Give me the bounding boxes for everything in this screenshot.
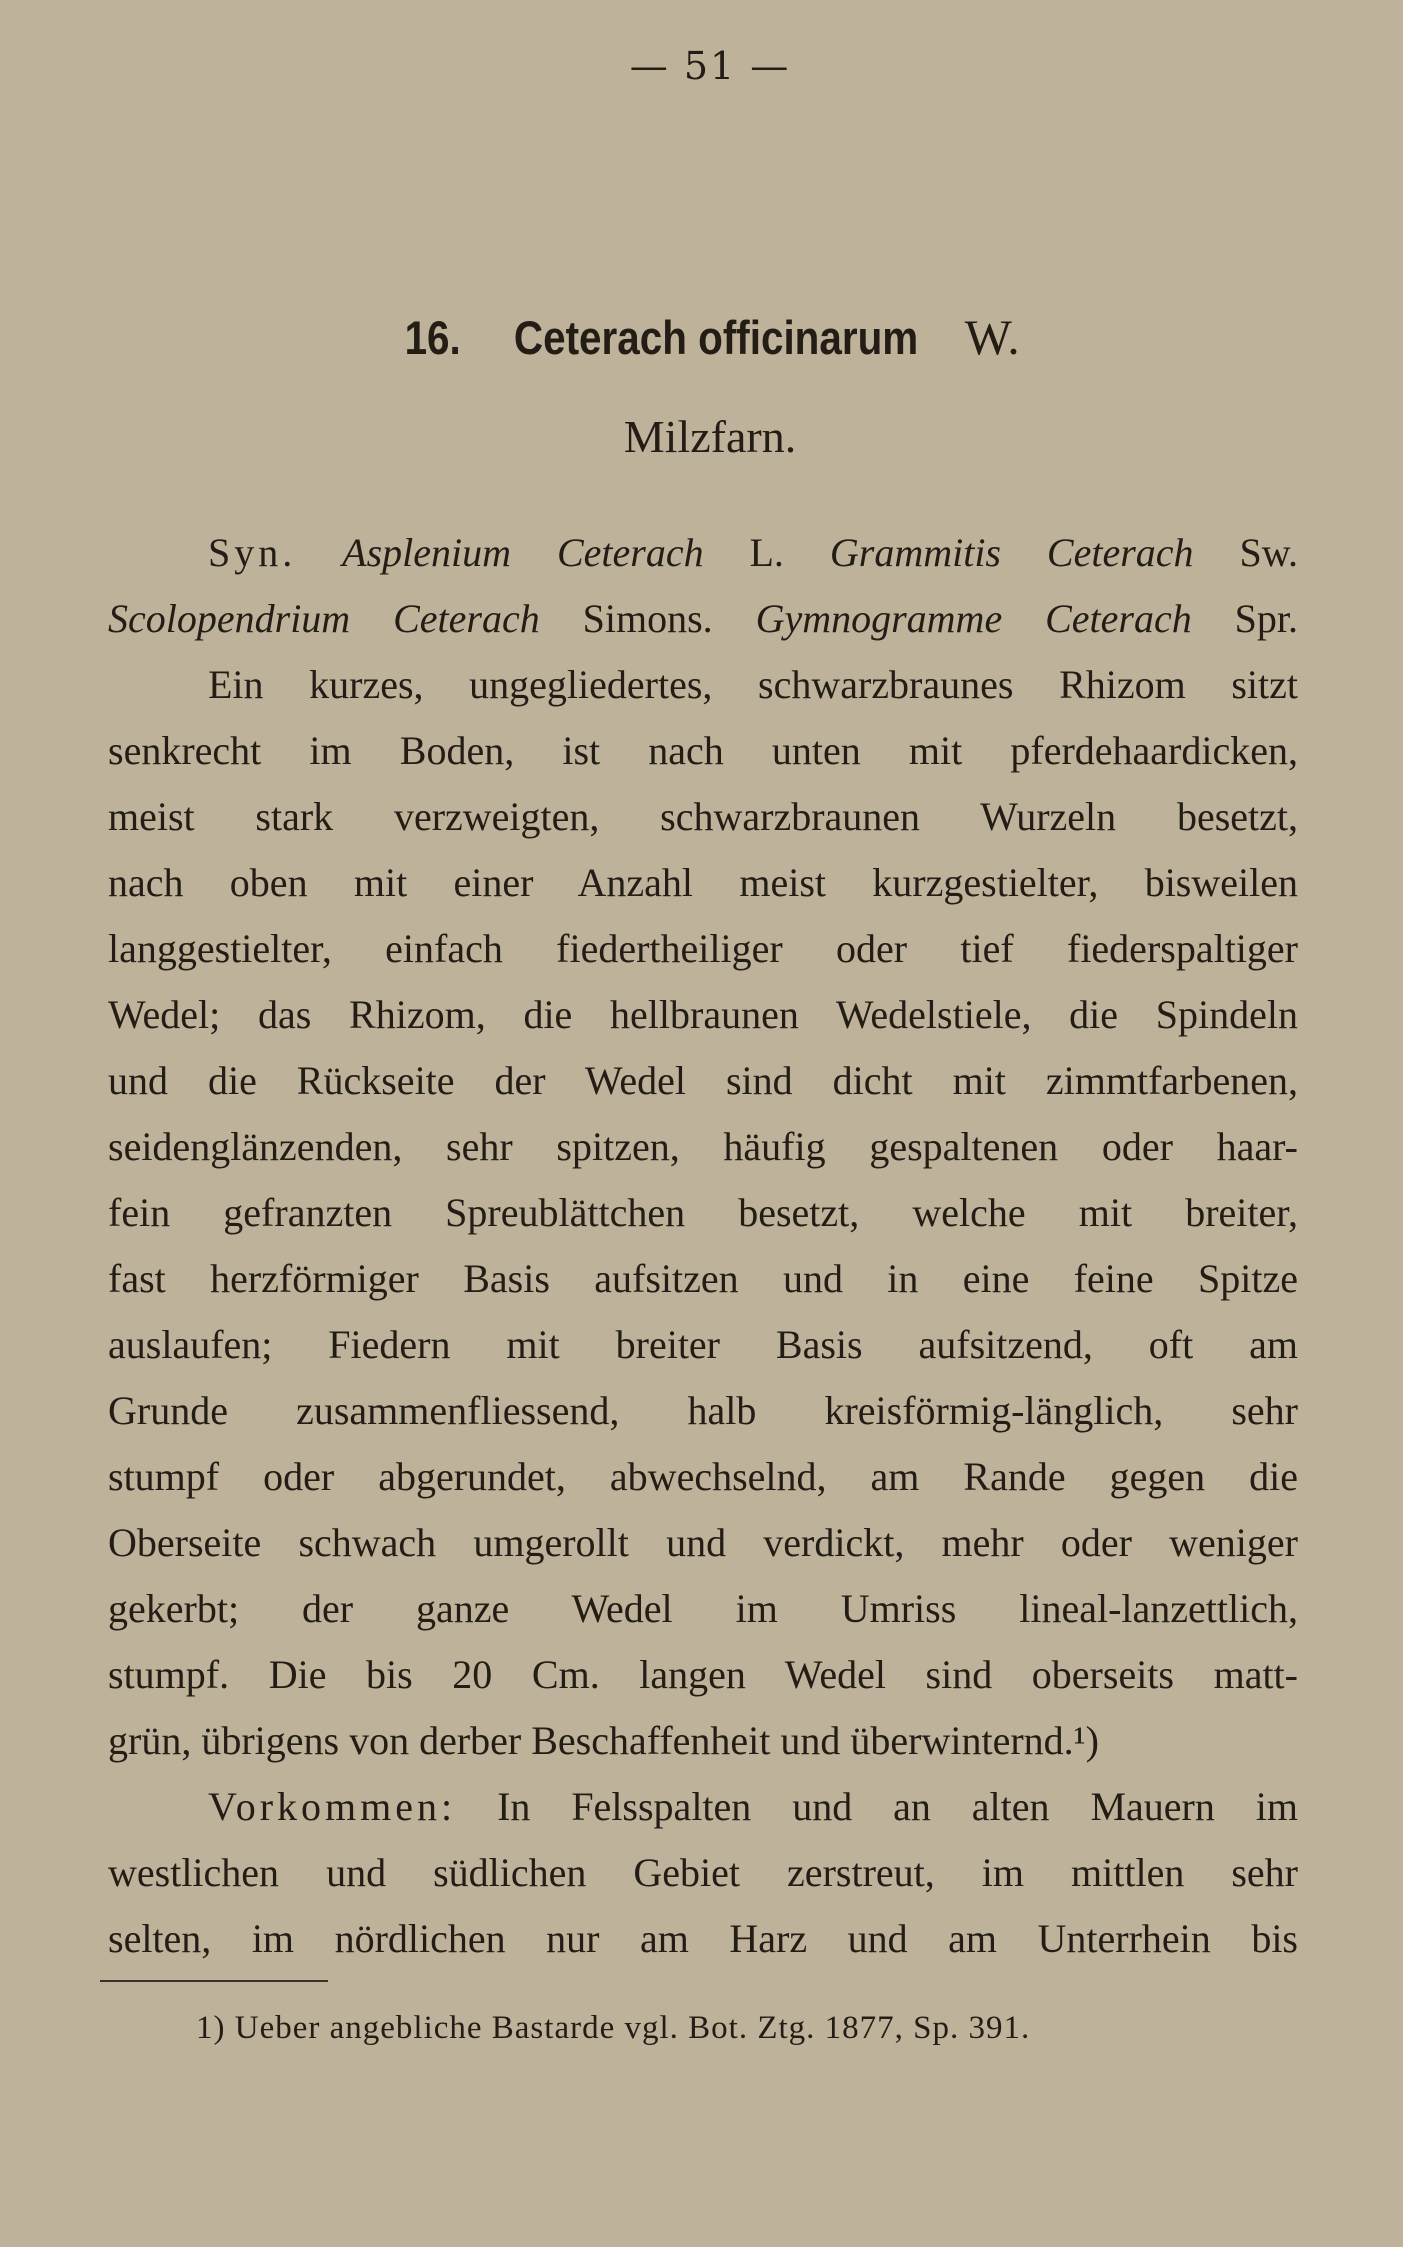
occurrence-paragraph [108, 1774, 1298, 1972]
occurrence-line-1 [108, 1774, 1298, 1840]
synonym-name: Grammitis Ceterach [829, 530, 1194, 575]
text-line: senkrecht im Boden, ist nach unten mit pferdehaardicken, [108, 728, 1298, 773]
text-line: und die Rückseite der Wedel sind dicht mit zimmtfarbenen, [108, 1058, 1298, 1103]
text-line: Grunde zusammenfliessend, halb kreisförmig-länglich, sehr [108, 1388, 1298, 1433]
synonyms-line-1 [108, 520, 1298, 586]
species-author: W. [964, 309, 1020, 365]
text-line: seidenglänzenden, sehr spitzen, häufig gespaltenen oder haar- [108, 1124, 1298, 1169]
text-line: stumpf oder abgerundet, abwechselnd, am Rande gegen die [108, 1454, 1298, 1499]
text-line: westlichen und südlichen Gebiet zerstreut, im mittlen sehr [108, 1850, 1298, 1895]
synonym-prefix: Syn. [208, 530, 297, 575]
text-line: langgestielter, einfach fiedertheiliger oder tief fiederspaltiger [108, 926, 1298, 971]
synonym-name: Gymnogramme Ceterach [755, 596, 1192, 641]
species-heading [0, 308, 1403, 366]
common-name: Milzfarn. [623, 411, 797, 462]
description-paragraph [108, 652, 1298, 1774]
text-line: auslaufen; Fiedern mit breiter Basis aufsitzend, oft am [108, 1322, 1298, 1367]
text-line: grün, übrigens von derber Beschaffenheit und überwinternd.¹) [108, 1718, 1099, 1763]
footnote: 1) Ueber angebliche Bastarde vgl. Bot. Ztg. 1877, Sp. 391. [196, 2010, 1031, 2046]
footnote-divider [100, 1980, 328, 1982]
text-line: Ein kurzes, ungegliedertes, schwarzbraunes Rhizom sitzt [208, 662, 1298, 707]
page-number: — 51 — [629, 44, 791, 88]
occurrence-label: Vorkommen: [208, 1784, 457, 1829]
synonym-author: L. [749, 530, 784, 575]
text-line: meist stark verzweigten, schwarzbraunen Wurzeln besetzt, [108, 794, 1298, 839]
text-line: nach oben mit einer Anzahl meist kurzgestielter, bisweilen [108, 860, 1298, 905]
synonym-author: Simons. [582, 596, 713, 641]
synonym-author: Spr. [1234, 596, 1298, 641]
synonym-author: Sw. [1239, 530, 1298, 575]
species-name: Ceterach officinarum [513, 311, 918, 364]
text-line: fein gefranzten Spreublättchen besetzt, welche mit breiter, [108, 1190, 1298, 1235]
text-line: Oberseite schwach umgerollt und verdickt, mehr oder weniger [108, 1520, 1298, 1565]
synonyms-line-2 [108, 586, 1298, 652]
text-line: Wedel; das Rhizom, die hellbraunen Wedelstiele, die Spindeln [108, 992, 1298, 1037]
text-line: fast herzförmiger Basis aufsitzen und in eine feine Spitze [108, 1256, 1298, 1301]
species-number: 16. [404, 311, 462, 364]
synonym-name: Scolopendrium Ceterach [108, 596, 540, 641]
text-line: stumpf. Die bis 20 Cm. langen Wedel sind oberseits matt- [108, 1652, 1298, 1697]
synonyms-paragraph [108, 520, 1298, 652]
synonym-name: Asplenium Ceterach [342, 530, 704, 575]
text-line: selten, im nördlichen nur am Harz und am Unterrhein bis [108, 1916, 1298, 1961]
text-line: gekerbt; der ganze Wedel im Umriss lineal-lanzettlich, [108, 1586, 1298, 1631]
occurrence-text: In Felsspalten und an alten Mauern im [497, 1784, 1298, 1829]
